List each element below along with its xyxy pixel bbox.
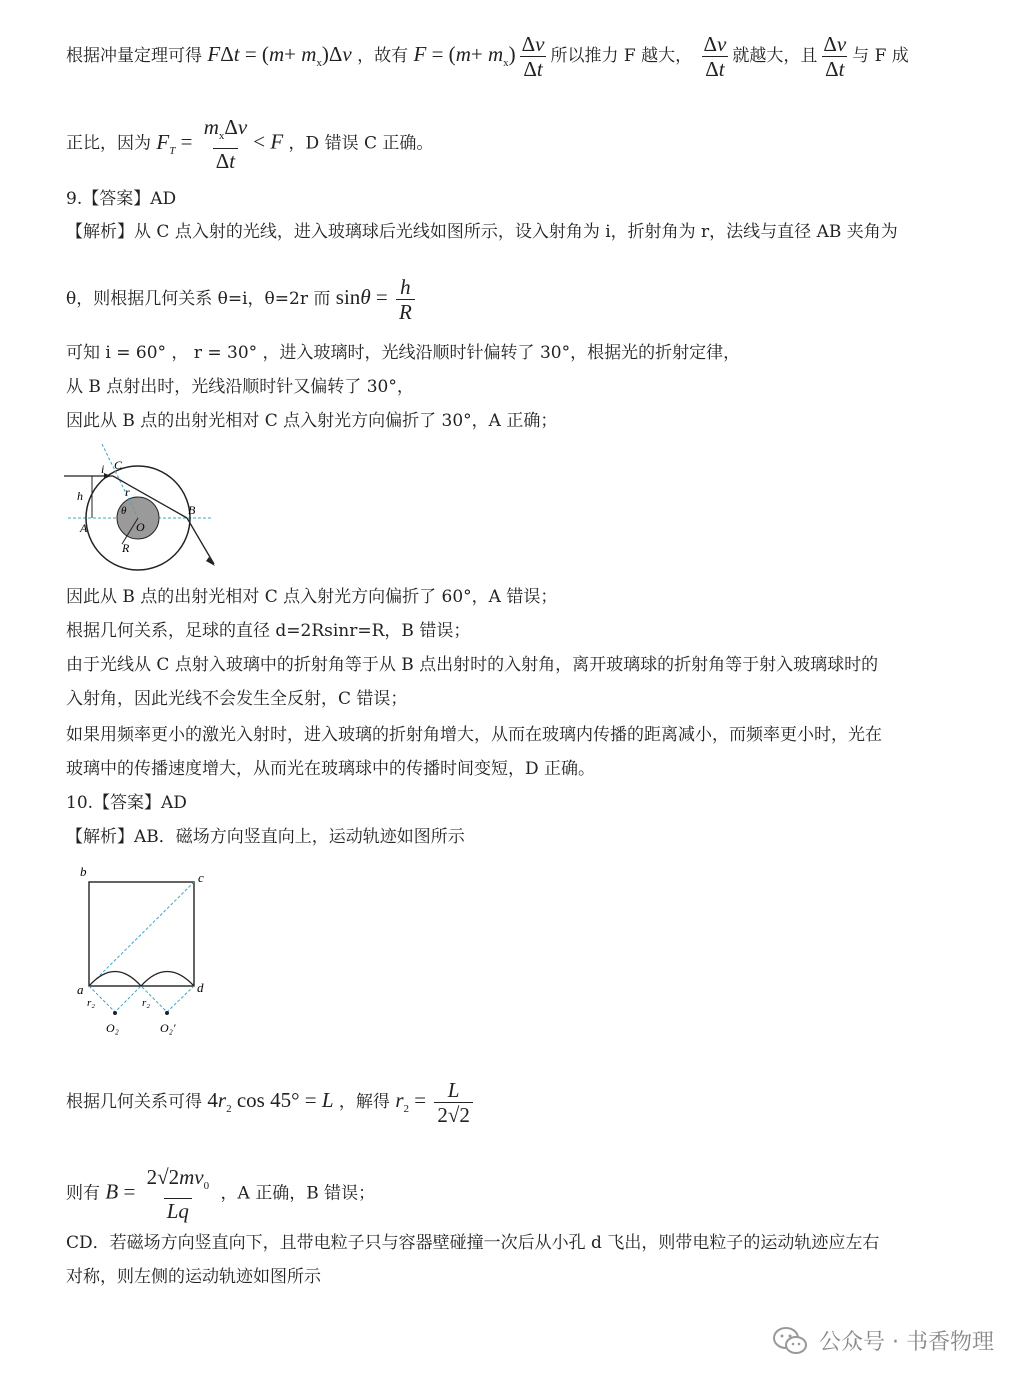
q9-line8: 由于光线从 C 点射入玻璃中的折射角等于从 B 点出射时的入射角，离开玻璃球的折射角等于射入玻璃球时的 [66, 655, 879, 675]
q10-answer: 10.【答案】AD [66, 793, 187, 813]
label-O2-prime: O₂′ [160, 1021, 176, 1035]
dv-dt-fraction: $\frac{\Delta v}{\Delta t}$ [703, 32, 727, 81]
q10-line3: 则有 B = $\frac{2√2mv_0}{Lq}$ ，A 正确，B 错误； [66, 1165, 376, 1224]
label-r2-left: r₂ [87, 997, 96, 1009]
impulse-equation: $F\Delta t = (m+ m_x)\Delta v$ [207, 42, 352, 70]
dv-dt-fraction: $\frac{\Delta v}{\Delta t}$ [521, 32, 545, 81]
q9-answer: 9.【答案】AD [66, 189, 177, 209]
q10-line5: 对称，则左侧的运动轨迹如图所示 [66, 1267, 321, 1287]
label-O: O [136, 520, 145, 534]
label-O2: O₂ [106, 1021, 119, 1035]
label-c: c [198, 870, 204, 885]
label-r2-right: r₂ [142, 997, 151, 1009]
q9-line4: 从 B 点射出时，光线沿顺时针又偏转了 30°， [66, 377, 414, 397]
watermark-text: 公众号 · 书香物理 [819, 1330, 994, 1355]
dv-dt-fraction: $\frac{\Delta v}{\Delta t}$ [823, 32, 847, 81]
r2-fraction: $\frac{L}{2√2}$ [434, 1078, 473, 1127]
ft-fraction: $\frac{m_x\Delta v}{\Delta t}$ [203, 115, 248, 174]
q9-line11: 玻璃中的传播速度增大，从而光在玻璃球中的传播时间变短，D 正确。 [66, 759, 596, 779]
q9-line3: 可知 i = 60° ， r = 30° ，进入玻璃时，光线沿顺时针偏转了 30°，根据光的折射定律， [66, 343, 741, 363]
magnetic-trajectory-diagram [72, 862, 222, 1040]
label-b: b [80, 864, 87, 879]
glass-sphere-diagram [64, 444, 224, 574]
equation-line-tension: 正比，因为 $F_T$ = $\frac{m_x\Delta v}{\Delta t}$ < F ，D 错误 C 正确。 [66, 115, 434, 174]
label-R: R [122, 541, 130, 555]
h-over-r-fraction: $\frac{h}{R}$ [396, 275, 415, 324]
watermark [771, 1325, 994, 1356]
label-C: C [114, 458, 123, 472]
label-A: A [80, 521, 88, 535]
label-a: a [77, 982, 84, 997]
q9-line2: θ，则根据几何关系 θ=i，θ=2r 而 sinθ = $\frac{h}{R}$ [66, 275, 418, 324]
label-i: i [101, 462, 105, 476]
q10-line2: 根据几何关系可得 $4r_2$ cos 45° = L ，解得 $r_2$ = $\frac{L}{2√2}$ [66, 1078, 476, 1127]
q10-analysis: 【解析】AB．磁场方向竖直向上，运动轨迹如图所示 [66, 827, 465, 847]
label-h: h [77, 489, 83, 503]
q10-line4: CD．若磁场方向竖直向下，且带电粒子只与容器壁碰撞一次后从小孔 d 飞出，则带电粒子的运动轨迹应左右 [66, 1233, 880, 1253]
wechat-icon [771, 1326, 809, 1356]
label-d: d [197, 980, 204, 995]
label-theta: θ [121, 505, 127, 517]
q9-line7: 根据几何关系，足球的直径 d=2Rsinr=R，B 错误； [66, 621, 471, 641]
q9-line10: 如果用频率更小的激光入射时，进入玻璃的折射角增大，从而在玻璃内传播的距离减小，而频率更小时，光在 [66, 725, 882, 745]
label-r: r [125, 485, 130, 499]
q9-analysis: 【解析】从 C 点入射的光线，进入玻璃球后光线如图所示，设入射角为 i，折射角为 r，法线与直径 AB 夹角为 [66, 222, 898, 242]
b-fraction: $\frac{2√2mv_0}{Lq}$ [146, 1165, 210, 1224]
q9-line5: 因此从 B 点的出射光相对 C 点入射光方向偏折了 30°，A 正确； [66, 411, 558, 431]
equation-line-impulse: 根据冲量定理可得 $F\Delta t = (m+ m_x)\Delta v$ ，故有 $F = (m+ m_x)$ $\frac{\Delta v}{\Delta t}$ 所以推力 F 越大， $\frac{\Delta v}{\Delta t}$ 就越大，且 $\frac{\Delta v}{\Delta t}$ 与 F 成 [66, 32, 909, 81]
q9-line9: 入射角，因此光线不会发生全反射，C 错误； [66, 689, 408, 709]
label-B: B [188, 503, 196, 517]
q9-line6: 因此从 B 点的出射光相对 C 点入射光方向偏折了 60°，A 错误； [66, 587, 558, 607]
